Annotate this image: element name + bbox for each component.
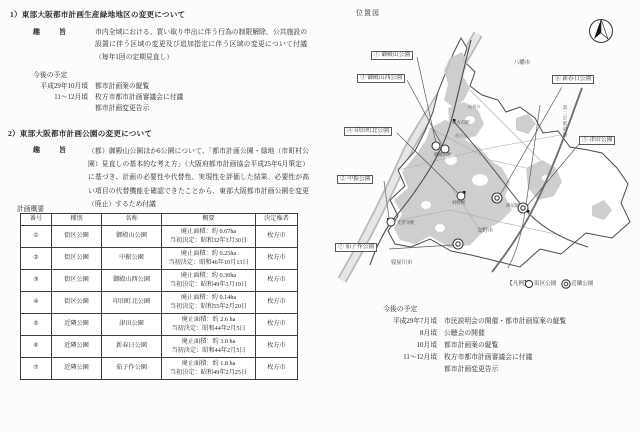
schedule-when: 11～12月頃: [403, 354, 437, 361]
cell-decided: 当初決定：昭和44年2月5日: [171, 346, 246, 354]
map-label-daini-keihan-road: 第二京阪道路: [563, 105, 568, 138]
cell-type: 街区公園: [52, 248, 102, 270]
cell-number: ⑥: [21, 336, 52, 358]
section2-purpose-text: （都）御殿山公園ほか6公園について、「都市計画公園・緑地（市町村公園）見直しの基本的な考え方」（大阪府都市計画協会平成25年6月策定）に基づき、計画の必要性や代替性、実現性を評価した結果、必要性が高い項目の代替機能を確認できたことから、東部大阪都市計画公園を変更（廃止）するため付議: [88, 148, 309, 208]
schedule-what: 都市計画案の縦覧: [95, 83, 150, 90]
cell-decided: 当初決定：昭和46年10月13日: [168, 258, 249, 266]
cell-name: 中振公園: [102, 248, 162, 270]
cell-name: 御殿山公園: [102, 226, 162, 248]
cell-authority: 枚方市: [256, 292, 298, 314]
schedule-when: 11～12月頃: [54, 94, 88, 101]
map-label-tsuda-station: 津田駅: [506, 203, 520, 208]
section1-schedule-title: 今後の予定: [33, 72, 68, 79]
table-row: [21, 292, 298, 314]
map-label-kozenji-station: 光善寺駅: [397, 220, 415, 225]
map-label-hirakatashi-station: 枚方市駅: [452, 120, 470, 125]
section1-heading: 1）東部大阪都市計画生産緑地地区の変更について: [10, 10, 186, 19]
cell-name: 茄子作公園: [102, 358, 162, 380]
north-arrow-icon: [590, 19, 613, 43]
plan-table: [20, 213, 298, 380]
legend-double-circle-icon: [562, 280, 570, 288]
legend-label-block-park: 街区公園: [534, 281, 557, 287]
map-label-katano-city: 交野市: [477, 228, 494, 234]
table-row: [21, 248, 298, 270]
cell-summary: [162, 292, 256, 314]
cell-summary: [162, 314, 256, 336]
cell-decided: 当初決定：昭和44年2月5日: [171, 324, 246, 332]
callout-park-3: ③ 御殿山西公園: [357, 74, 405, 83]
schedule-when: 10月頃: [416, 342, 437, 349]
col-header-type: 種別: [52, 214, 102, 226]
cell-number: ⑤: [21, 314, 52, 336]
map-label-yawata-city: 八幡市: [514, 60, 531, 66]
table-row: [21, 336, 298, 358]
cell-name: 津田公園: [102, 314, 162, 336]
callout-park-2: ② 中振公園: [337, 175, 373, 184]
table-header-row: [21, 214, 298, 226]
map-label-neyagawa-city: 寝屋川市: [391, 260, 413, 266]
cell-type: 街区公園: [52, 226, 102, 248]
callout-park-1: ① 御殿山公園: [371, 51, 413, 60]
cell-authority: 枚方市: [256, 226, 298, 248]
callout-park-6: ⑥ 新春日公園: [552, 75, 594, 84]
cell-name: 御殿山西公園: [102, 270, 162, 292]
cell-area: 廃止面積：約 3.0 ha: [181, 337, 236, 345]
cell-area: 廃止面積：約 1.8 ha: [181, 359, 236, 367]
col-header-name: 名称: [102, 214, 162, 226]
schedule-when: 平成29年10月頃: [40, 83, 88, 90]
cell-summary: [162, 358, 256, 380]
callout-park-7: ⑦ 茄子作公園: [335, 243, 377, 252]
schedule-what: 都市計画変更告示: [444, 366, 499, 373]
section2-heading: 2）東部大阪都市計画公園の変更について: [8, 129, 153, 138]
cell-number: ②: [21, 248, 52, 270]
location-map: [330, 0, 640, 300]
schedule-when: 平成29年7月頃: [392, 318, 437, 325]
cell-area: 廃止面積：約 0.30ha: [180, 271, 237, 279]
cell-type: 近隣公園: [52, 358, 102, 380]
callout-park-4: ④ 印田町北公園: [344, 127, 392, 136]
schedule-row: [380, 315, 566, 325]
schedule-what: 都市計画案の縦覧: [444, 342, 499, 349]
schedule-what: 市民説明会の開催・都市計画原案の縦覧: [444, 318, 567, 325]
cell-type: 街区公園: [52, 270, 102, 292]
cell-summary: [162, 226, 256, 248]
legend-title: 【凡例】: [507, 281, 530, 287]
col-header-authority: 決定権者: [256, 214, 298, 226]
cell-type: 街区公園: [52, 292, 102, 314]
section1-purpose-text: 市内全域における、買い取り申出に伴う行為の制限解除、公共施設の設置に伴う区域の変更及び追加指定に伴う区域の変更について付議（毎年1回の定期見直し）: [95, 29, 307, 61]
cell-name: 印田町北公園: [102, 292, 162, 314]
cell-type: 近隣公園: [52, 314, 102, 336]
cell-summary: [162, 270, 256, 292]
cell-authority: 枚方市: [256, 248, 298, 270]
schedule-when: 8月頃: [420, 330, 437, 337]
schedule-row: [380, 363, 498, 373]
table-row: [21, 358, 298, 380]
cell-decided: 当初決定：昭和49年3月19日: [169, 280, 248, 288]
schedule-row: [30, 80, 149, 90]
cell-decided: 当初決定：昭和32年3月30日: [169, 236, 248, 244]
col-header-summary: 概要: [162, 214, 256, 226]
cell-summary: [162, 248, 256, 270]
map-title: 位置図: [356, 9, 380, 17]
map-schedule-title: 今後の予定: [383, 306, 418, 313]
cell-decided: 当初決定：昭和49年2月25日: [169, 368, 248, 376]
table-row: [21, 270, 298, 292]
legend-label-neighborhood-park: 近隣公園: [571, 281, 594, 287]
cell-number: ③: [21, 270, 52, 292]
plan-table-title: 計画概要: [17, 206, 45, 213]
schedule-what: 枚方市都市計画審議会に付議: [95, 94, 184, 101]
cell-area: 廃止面積：約 0.25ha: [180, 249, 237, 257]
cell-type: 近隣公園: [52, 336, 102, 358]
cell-number: ①: [21, 226, 52, 248]
cell-decided: 当初決定：昭和55年2月20日: [169, 302, 248, 310]
cell-area: 廃止面積：約 0.67ha: [180, 227, 237, 235]
section1-purpose-label: 趣 旨: [33, 28, 72, 36]
cell-authority: 枚方市: [256, 358, 298, 380]
map-label-hotani-river: 穂谷川: [455, 133, 468, 138]
section2-purpose-label: 趣 旨: [33, 146, 72, 154]
cell-authority: 枚方市: [256, 314, 298, 336]
table-row: [21, 314, 298, 336]
schedule-what: 公聴会の開催: [444, 330, 485, 337]
cell-name: 新春日公園: [102, 336, 162, 358]
schedule-what: 都市計画変更告示: [95, 105, 150, 112]
schedule-row: [30, 91, 183, 101]
callout-park-5: ⑤ 津田公園: [579, 136, 615, 145]
table-row: [21, 226, 298, 248]
map-label-gotenyama-station: 御殿山駅: [434, 152, 452, 157]
cell-area: 廃止面積：約 0.14ha: [180, 293, 237, 301]
cell-number: ④: [21, 292, 52, 314]
cell-authority: 枚方市: [256, 336, 298, 358]
schedule-row: [380, 351, 532, 361]
map-label-murano-station: 村野駅: [452, 200, 466, 205]
cell-number: ⑦: [21, 358, 52, 380]
map-label-funahashi-river: 船橋川: [468, 104, 481, 109]
schedule-row: [380, 339, 498, 349]
schedule-row: [380, 327, 485, 337]
cell-summary: [162, 336, 256, 358]
cell-authority: 枚方市: [256, 270, 298, 292]
schedule-row: [30, 102, 149, 112]
schedule-what: 枚方市都市計画審議会に付議: [444, 354, 533, 361]
cell-area: 廃止面積：約 2.6 ha: [181, 315, 236, 323]
col-header-number: 番号: [21, 214, 52, 226]
